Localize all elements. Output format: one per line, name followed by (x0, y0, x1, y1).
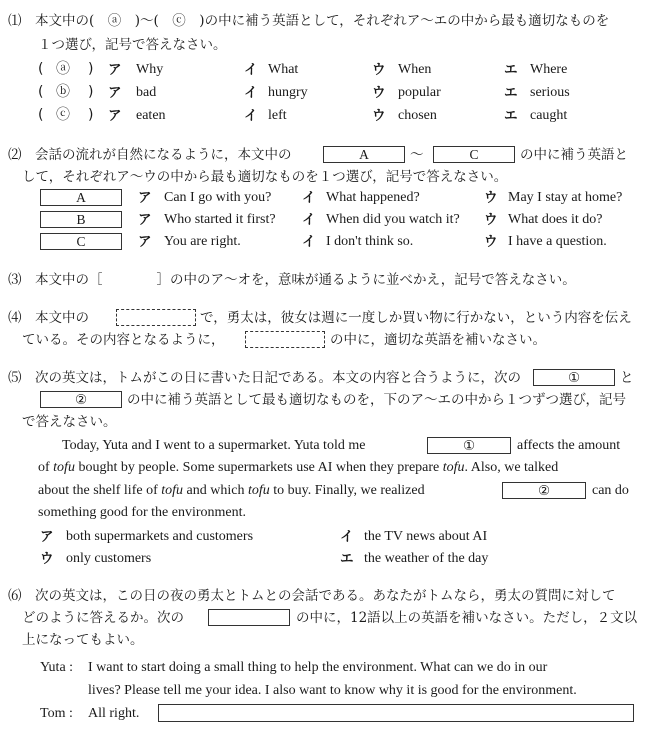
q2-opt: When did you watch it? (326, 212, 460, 227)
q4-blank-2 (245, 331, 325, 348)
q4-line1-pre: ⑷ 本文中の (8, 310, 89, 326)
q4-blank-1 (116, 309, 196, 326)
key-b: イ (302, 190, 316, 206)
q5-opt-c: only customers (66, 551, 152, 566)
q5-line2-post: の中に補う英語として最も適切なものを，下のア～エの中から１つずつ選び，記号 (127, 392, 626, 408)
key-a: ア (108, 85, 122, 101)
q1-mark-a: ⓐ (56, 61, 70, 77)
key-a: ア (138, 212, 152, 228)
key-a: ア (40, 529, 54, 545)
q5-box-1-ref: ① (533, 369, 615, 386)
key-b: イ (244, 108, 258, 124)
q4-line2-post: の中に，適切な英語を補いなさい。 (330, 332, 546, 348)
key-c: ウ (484, 234, 498, 250)
key-d: エ (504, 85, 518, 101)
q5-line3: で答えなさい。 (22, 414, 117, 430)
q5-opt-b: the TV news about AI (364, 529, 488, 544)
q6-box-ref (208, 609, 290, 626)
q1-opt: What (268, 62, 299, 77)
q5-opt-d: the weather of the day (364, 551, 489, 566)
q6-line2-post: の中に，12語以上の英語を補いなさい。ただし，２文以 (296, 610, 638, 626)
q1-opt: eaten (136, 108, 166, 123)
yuta-line1: I want to start doing a small thing to help the environment. What can we do in our (88, 660, 548, 675)
q4-line2-pre: ている。その内容となるように， (22, 332, 225, 348)
key-c: ウ (372, 62, 386, 78)
q2-box-b: B (40, 211, 122, 228)
key-a: ア (138, 234, 152, 250)
diary-line2: of tofu bought by people. Some supermarkets use AI when they prepare tofu. Also, we talked (38, 460, 559, 475)
key-d: エ (504, 62, 518, 78)
key-b: イ (340, 529, 354, 545)
q5-line1-post: と (620, 370, 634, 386)
key-a: ア (138, 190, 152, 206)
q2-line1-pre: ⑵ 会話の流れが自然になるように，本文中の (8, 147, 292, 163)
key-b: イ (302, 234, 316, 250)
key-c: ウ (372, 108, 386, 124)
q2-opt: Who started it first? (164, 212, 276, 227)
key-d: エ (504, 108, 518, 124)
q1-line1: ⑴ 本文中の( ⓐ )～( ⓒ )の中に補う英語として，それぞれア～エの中から最も適切なものを (8, 13, 610, 29)
key-a: ア (108, 62, 122, 78)
q6-line2-pre: どのように答えるか。次の (22, 610, 184, 626)
q5-opt-a: both supermarkets and customers (66, 529, 254, 544)
q2-line2: して，それぞれア～ウの中から最も適切なものを１つ選び，記号で答えなさい。 (22, 169, 508, 185)
key-c: ウ (372, 85, 386, 101)
q1-opt: left (268, 108, 287, 123)
key-d: エ (340, 551, 354, 567)
q2-opt: What happened? (326, 190, 420, 205)
key-c: ウ (484, 190, 498, 206)
q4-line1-post: で，勇太は，彼女は週に一度しか買い物に行かない，という内容を伝え (200, 310, 632, 326)
q2-opt: You are right. (164, 234, 241, 249)
q5-box-2-ref: ② (40, 391, 122, 408)
q2-box-a-ref: A (323, 146, 405, 163)
q2-opt: What does it do? (508, 212, 603, 227)
key-c: ウ (484, 212, 498, 228)
yuta-label: Yuta : (40, 660, 74, 675)
q1-mark-b: ⓑ (56, 84, 70, 100)
q2-opt: Can I go with you? (164, 190, 272, 205)
key-c: ウ (40, 551, 54, 567)
tom-text: All right. (88, 706, 140, 721)
q2-box-a: A (40, 189, 122, 206)
diary-line3-end: can do (592, 483, 629, 498)
key-a: ア (108, 108, 122, 124)
exam-page: ⑴ 本文中の( ⓐ )～( ⓒ )の中に補う英語として，それぞれア～エの中から最も適切なものを １つ選び，記号で答えなさい。 ( ⓐ ) ア Why イ What ウ When エ Where ( ⓑ ) ア bad イ hungry ウ popular エ serious ( ⓒ ) ア eaten イ left ウ chosen エ caught ⑵ 会話の流れが自然になるように，本文中の A ～ C の中に補う英語と して，それぞれア～ウの中から最も適切なものを１つ選び，記号で答えなさい。 A ア Can I go with you? イ What happened? ウ May I stay at home? B ア Who started it first? イ When did you watch it? ウ What does it do? C ア You are right. イ I don't think so. ウ I have a question. ⑶ 本文中の［ ］の中のア～オを，意味が通るように並べかえ，記号で答えなさい。 ⑷ 本文中の で，勇太は，彼女は週に一度しか買い物に行かない，という内容を伝え ている。その内容となるように， の中に，適切な英語を補いなさい。 ⑸ 次の英文は，トムがこの日に書いた日記である。本文の内容と合うように，次の ① と ② の中に補う英語として最も適切なものを，下のア～エの中から１つずつ選び，記号 で答えなさい。 Today, Yuta and I went to a supermarket. Yuta told me ① affects the amount of tofu bought by people. Some supermarkets use AI when they prepare tofu. Also, we talked about the shelf life of tofu and which tofu to buy. Finally, we realized ② can do something good for the environment. ア both supermarkets and customers イ the TV news about AI ウ only customers エ the weather of the day ⑹ 次の英文は，この日の夜の勇太とトムとの会話である。あなたがトムなら，勇太の質問に対して どのように答えるか。次の の中に，12語以上の英語を補いなさい。ただし，２文以 上になってもよい。 Yuta : I want to start doing a small thing to help the environment. What can we do in our lives? Please tell me your idea. I also want to know why it is good for the environment. Tom : All right. (8, 13, 638, 721)
tom-answer-box[interactable] (158, 704, 634, 722)
key-b: イ (244, 85, 258, 101)
q1-opt: chosen (398, 108, 437, 123)
diary-line1: Today, Yuta and I went to a supermarket. Yuta told me (62, 438, 366, 453)
q6-line1: ⑹ 次の英文は，この日の夜の勇太とトムとの会話である。あなたがトムなら，勇太の質問に対して (8, 588, 616, 604)
q1-opt: hungry (268, 85, 308, 100)
diary-line4: something good for the environment. (38, 505, 247, 520)
q2-opt: I don't think so. (326, 234, 414, 249)
diary-line3: about the shelf life of tofu and which tofu to buy. Finally, we realized (38, 483, 425, 498)
diary-line1-post: affects the amount (517, 438, 621, 453)
q2-opt: I have a question. (508, 234, 607, 249)
q1-opt: popular (398, 85, 441, 100)
key-b: イ (302, 212, 316, 228)
q1-opt: Where (530, 62, 568, 77)
diary-box-1: ① (427, 437, 511, 454)
q2-tilde: ～ (410, 147, 424, 163)
q2-box-c-ref: C (433, 146, 515, 163)
q1-opt: caught (530, 108, 568, 123)
tom-label: Tom : (40, 706, 73, 721)
q1-opt: serious (530, 85, 570, 100)
q2-line1-post: の中に補う英語と (520, 147, 628, 163)
key-b: イ (244, 62, 258, 78)
q1-opt: Why (136, 62, 164, 77)
q1-line2: １つ選び，記号で答えなさい。 (38, 37, 227, 53)
q1-opt: bad (136, 85, 157, 100)
diary-box-2: ② (502, 482, 586, 499)
q2-opt: May I stay at home? (508, 190, 623, 205)
q1-mark-c: ⓒ (56, 107, 70, 123)
q5-line1-pre: ⑸ 次の英文は，トムがこの日に書いた日記である。本文の内容と合うように，次の (8, 370, 521, 386)
q6-line3: 上になってもよい。 (22, 632, 144, 648)
q1-opt: When (398, 62, 432, 77)
q2-box-c: C (40, 233, 122, 250)
q3-text: ⑶ 本文中の［ ］の中のア～オを，意味が通るように並べかえ，記号で答えなさい。 (8, 272, 576, 288)
yuta-line2: lives? Please tell me your idea. I also want to know why it is good for the environment. (88, 683, 577, 698)
